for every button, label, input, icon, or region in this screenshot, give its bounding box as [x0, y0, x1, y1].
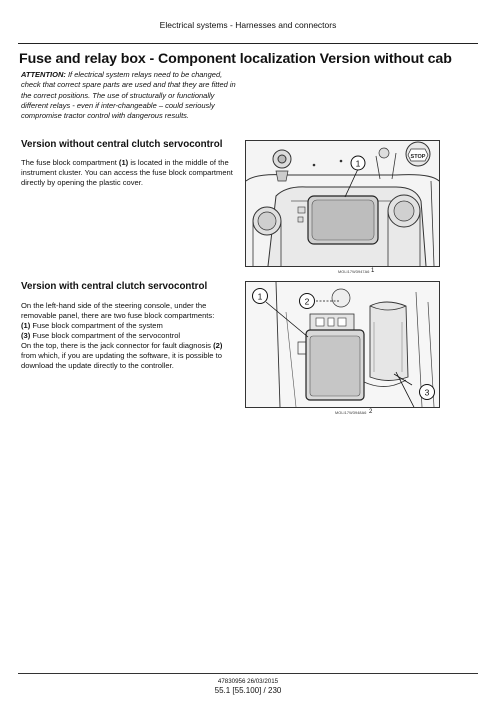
diag-text-b: from which, if you are updating the software, it is possible to download the update directly to the controller. — [21, 351, 222, 370]
figure-2-callout-2: 2 — [304, 296, 310, 307]
section1-heading: Version without central clutch servocontrol — [21, 139, 223, 150]
figure-1-drawing — [246, 141, 439, 266]
item-ref-3: (3) — [21, 331, 31, 340]
figure-2-code: MOLI17W3948A6 — [335, 411, 367, 415]
section1-paragraph — [21, 158, 238, 188]
item-text-1: Fuse block compartment of the system — [30, 321, 163, 330]
figure-1-code: MOLI17W3947A6 — [338, 270, 370, 274]
section2-body — [21, 301, 238, 371]
attention-text: If electrical system relays need to be changed, check that correct spare parts are used and that they are fitted in the correct positions. The use of structurally or functionally different relays - even if inter-changeable – could seriously compromise tractor control with dangerous results. — [21, 70, 236, 121]
item-ref-1: (1) — [21, 321, 31, 330]
figure-2-image — [245, 281, 440, 408]
diag-ref-2: (2) — [213, 341, 223, 350]
list-item — [21, 331, 238, 341]
section1-text-b: is located in the middle of the instrument cluster. You can access the fuse block compartment directly by opening the plastic cover. — [21, 158, 233, 187]
footer-page: 55.1 [55.100] / 230 — [214, 686, 282, 695]
section1-ref-1: (1) — [118, 158, 129, 167]
stop-label: STOP — [410, 154, 426, 160]
section2-intro: On the left-hand side of the steering console, under the removable panel, there are two fuse block compartments: — [21, 301, 215, 320]
section1-text-a: The fuse block compartment — [21, 158, 119, 167]
figure-2-number: 2 — [369, 409, 373, 415]
diagnosis-text — [21, 341, 238, 371]
footer-rule — [18, 673, 478, 674]
footer-doc-ref: 47830956 26/03/2015 — [217, 678, 279, 685]
header-rule — [18, 43, 478, 44]
running-header: Electrical systems - Harnesses and connectors — [159, 20, 337, 30]
section2-heading: Version with central clutch servocontrol — [21, 281, 208, 292]
list-item — [21, 321, 238, 331]
page-title: Fuse and relay box - Component localization Version without cab — [19, 51, 452, 67]
attention-label: ATTENTION: — [21, 70, 66, 79]
attention-notice — [21, 70, 236, 121]
figure-2-callout-1: 1 — [257, 291, 263, 302]
figure-1-number: 1 — [371, 268, 375, 274]
figure-2-overlay — [246, 282, 439, 407]
diag-text-a: On the top, there is the jack connector for fault diagnosis — [21, 341, 214, 350]
figure-1-callout-1: 1 — [355, 158, 361, 169]
figure-1-image — [245, 140, 440, 267]
figure-2-callout-3: 3 — [424, 387, 430, 398]
item-text-3: Fuse block compartment of the servocontrol — [30, 331, 181, 340]
